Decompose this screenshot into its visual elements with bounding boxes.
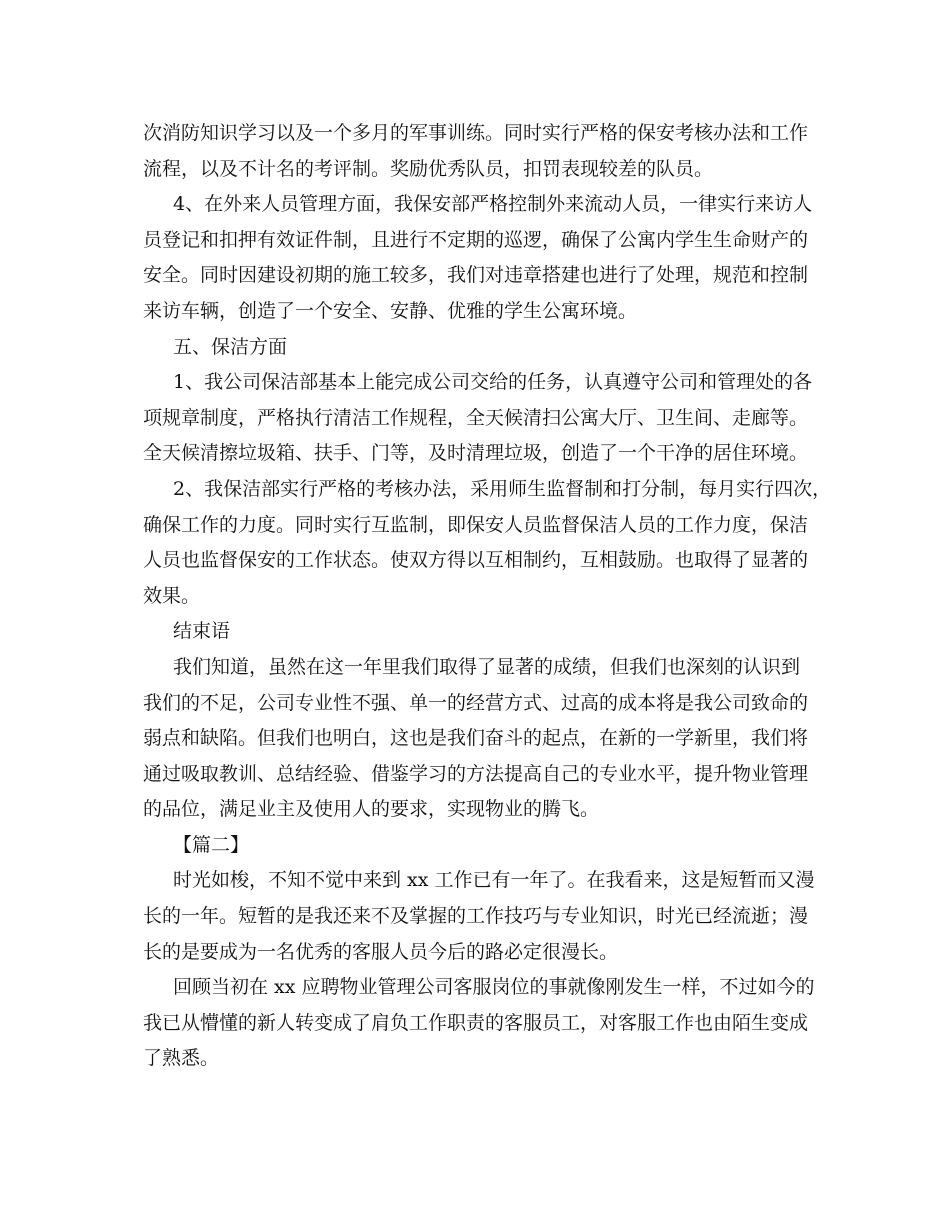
text-line: 通过吸取教训、总结经验、借鉴学习的方法提高自己的专业水平，提升物业管理 bbox=[143, 762, 809, 785]
text-line: 效果。 bbox=[143, 584, 201, 607]
text-line: 了熟悉。 bbox=[143, 1047, 220, 1070]
text-line: 确保工作的力度。同时实行互监制，即保安人员监督保洁人员的工作力度，保洁 bbox=[143, 513, 809, 536]
text-line: 弱点和缺陷。但我们也明白，这也是我们奋斗的起点，在新的一学新里，我们将 bbox=[143, 727, 809, 750]
text-line: 回顾当初在 xx 应聘物业管理公司客服岗位的事就像刚发生一样，不过如今的 bbox=[173, 976, 815, 999]
text-line: 员登记和扣押有效证件制，且进行不定期的巡逻，确保了公寓内学生生命财产的 bbox=[143, 228, 809, 251]
text-line: 次消防知识学习以及一个多月的军事训练。同时实行严格的保安考核办法和工作 bbox=[143, 122, 809, 144]
text-line: 安全。同时因建设初期的施工较多，我们对违章搭建也进行了处理，规范和控制 bbox=[143, 264, 809, 287]
text-line: 流程，以及不计名的考评制。奖励优秀队员，扣罚表现较差的队员。 bbox=[143, 157, 714, 180]
text-line: 2、我保洁部实行严格的考核办法，采用师生监督制和打分制，每月实行四次， bbox=[173, 477, 832, 500]
text-line: 我们知道，虽然在这一年里我们取得了显著的成绩，但我们也深刻的认识到 bbox=[173, 655, 801, 678]
document-body bbox=[143, 116, 832, 1077]
text-line: 我们的不足，公司专业性不强、单一的经营方式、过高的成本将是我公司致命的 bbox=[143, 691, 809, 714]
text-line: 来访车辆，创造了一个安全、安静、优雅的学生公寓环境。 bbox=[143, 299, 638, 322]
text-line: 全天候清擦垃圾箱、扶手、门等，及时清理垃圾，创造了一个干净的居住环境。 bbox=[143, 442, 809, 465]
text-line: 的品位，满足业主及使用人的要求，实现物业的腾飞。 bbox=[143, 798, 600, 821]
text-line: 【篇二】 bbox=[173, 833, 250, 856]
text-line: 长的是要成为一名优秀的客服人员今后的路必定很漫长。 bbox=[143, 940, 619, 963]
text-line: 人员也监督保安的工作状态。使双方得以互相制约，互相鼓励。也取得了显著的 bbox=[143, 549, 809, 572]
text-line: 结束语 bbox=[173, 620, 231, 643]
text-line: 长的一年。短暂的是我还来不及掌握的工作技巧与专业知识，时光已经流逝；漫 bbox=[143, 905, 809, 928]
text-line: 我已从懵懂的新人转变成了肩负工作职责的客服员工，对客服工作也由陌生变成 bbox=[143, 1011, 809, 1034]
text-line: 4、在外来人员管理方面，我保安部严格控制外来流动人员，一律实行来访人 bbox=[173, 193, 813, 216]
text-line: 时光如梭，不知不觉中来到 xx 工作已有一年了。在我看来，这是短暂而又漫 bbox=[173, 869, 815, 892]
text-line: 1、我公司保洁部基本上能完成公司交给的任务，认真遵守公司和管理处的各 bbox=[173, 371, 813, 394]
text-line: 项规章制度，严格执行清洁工作规程，全天候清扫公寓大厅、卫生间、走廊等。 bbox=[143, 406, 809, 429]
text-line: 五、保洁方面 bbox=[173, 335, 288, 358]
